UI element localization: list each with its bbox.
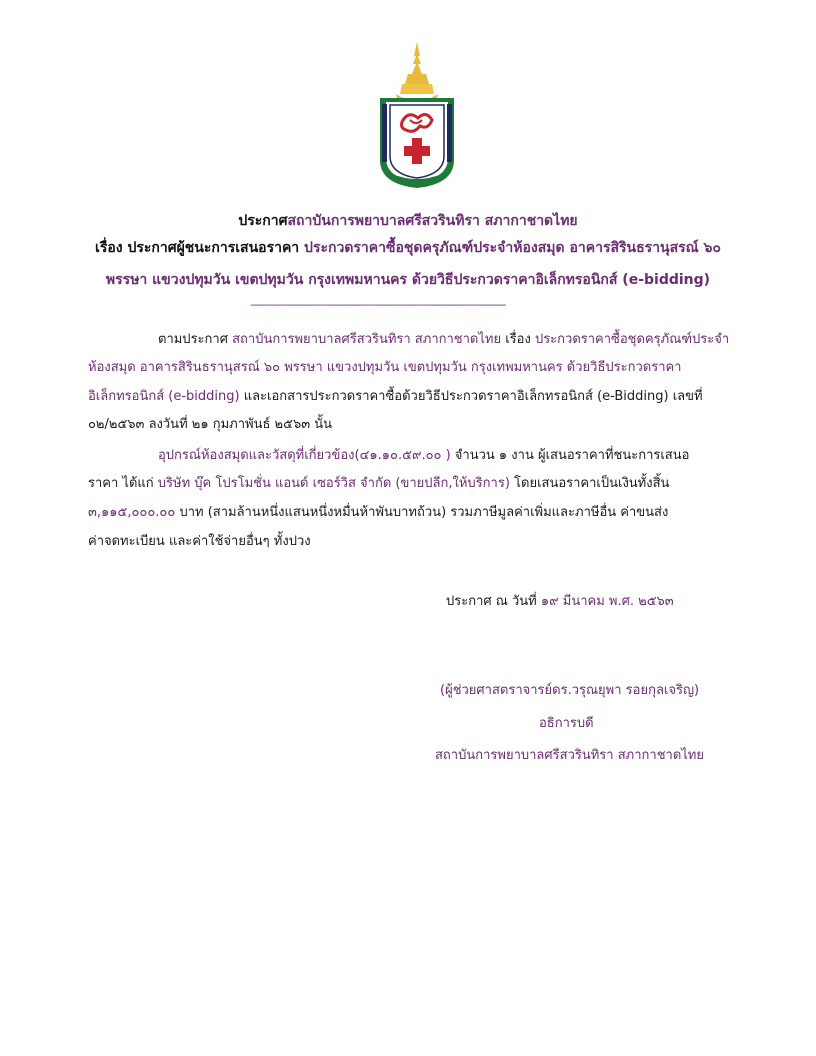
crest-logo-icon [374,42,460,190]
date-value: ๑๙ มีนาคม พ.ศ. ๒๕๖๓ [540,594,674,609]
paragraph-2-line-2 [88,472,669,493]
p2-item: อุปกรณ์ห้องสมุดและวัสดุที่เกี่ยวข้อง(๔๑.๑๐.๕๙.๐๐ ) [158,448,451,463]
paragraph-1-line-4: ๐๒/๒๕๖๓ ลงวันที่ ๒๑ กุมภาพันธ์ ๒๕๖๓ นั้น [88,417,333,432]
paragraph-2-line-3 [88,501,668,522]
paragraph-2-line-1 [158,444,689,465]
heading-line-1 [0,210,816,232]
p1-project-end: อิเล็กทรอนิกส์ (e-bidding) [88,389,240,404]
paragraph-2-line-4: ค่าจดทะเบียน และค่าใช้จ่ายอื่นๆ ทั้งปวง [88,534,311,549]
paragraph-1-line-2: ห้องสมุด อาคารสิรินธรานุสรณ์ ๖๐ พรรษา แขวงปทุมวัน เขตปทุมวัน กรุงเทพมหานคร ด้วยวิธีประกวดราคา [88,360,682,375]
p2-text-3: โดยเสนอราคาเป็นเงินทั้งสิ้น [509,476,670,491]
separator-line: -------------------------------------------------------------------------------------- [250,298,506,311]
heading-line-2 [0,237,816,259]
p1-text-2: เรื่อง [501,332,535,347]
p2-text-2: ราคา ได้แก่ [88,476,158,491]
p1-institution: สถาบันการพยาบาลศรีสวรินทิรา สภากาชาดไทย [227,332,502,347]
subject-text: ประกวดราคาซื้อชุดครุภัณฑ์ประจำห้องสมุด อาคารสิรินธรานุสรณ์ ๖๐ [299,240,721,256]
p2-amount-text: บาท (สามล้านหนึ่งแสนหนึ่งหมื่นห้าพันบาทถ้วน) รวมภาษีมูลค่าเพิ่มและภาษีอื่น ค่าขนส่ง [175,505,669,520]
paragraph-1-line-1 [158,328,729,349]
p1-text: ตามประกาศ [158,332,228,347]
institution-name: สถาบันการพยาบาลศรีสวรินทิรา สภากาชาดไทย [287,213,578,229]
subject-label: เรื่อง ประกาศผู้ชนะการเสนอราคา [95,240,300,256]
signatory-name: (ผู้ช่วยศาสตราจารย์ดร.วรุณยุพา รอยกุลเจริญ) [440,683,700,698]
signatory-position: อธิการบดี [539,716,594,731]
paragraph-1-line-3 [88,385,703,406]
announcement-date [446,590,674,611]
subject-text-cont: พรรษา แขวงปทุมวัน เขตปทุมวัน กรุงเทพมหานคร ด้วยวิธีประกวดราคาอิเล็กทรอนิกส์ (e-bidding) [105,272,711,288]
p2-winner: บริษัท บุ๊ค โปรโมชั่น แอนด์ เซอร์วิส จำกัด (ขายปลีก,ให้บริการ) [157,476,510,491]
p1-docs-text: และเอกสารประกวดราคาซื้อด้วยวิธีประกวดราคาอิเล็กทรอนิกส์ (e-Bidding) เลขที่ [239,389,703,404]
heading-line-3 [0,269,816,291]
announcement-label: ประกาศ [238,213,288,229]
signatory-organization: สถาบันการพยาบาลศรีสวรินทิรา สภากาชาดไทย [435,748,704,763]
p1-project: ประกวดราคาซื้อชุดครุภัณฑ์ประจำ [534,332,730,347]
p2-text: จำนวน ๑ งาน ผู้เสนอราคาที่ชนะการเสนอ [450,448,690,463]
date-label: ประกาศ ณ วันที่ [446,594,541,609]
p2-amount: ๓,๑๑๕,๐๐๐.๐๐ [88,505,176,520]
